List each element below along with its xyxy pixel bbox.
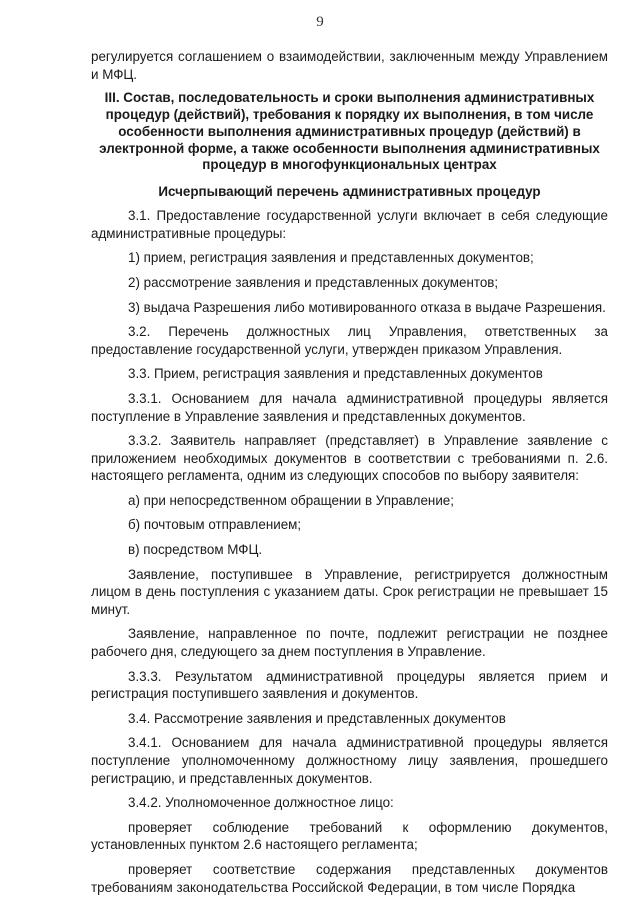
list-item: 2) рассмотрение заявления и представленных документов;: [128, 274, 499, 290]
list-item: а) при непосредственном обращении в Управление;: [128, 492, 454, 508]
paragraph: 3.2. Перечень должностных лиц Управления, ответственных за предоставление государственной услуги, утвержден приказом Управления.: [91, 324, 608, 357]
paragraph: 3.4.2. Уполномоченное должностное лицо:: [128, 795, 394, 811]
paragraph: 3.4. Рассмотрение заявления и представленных документов: [128, 710, 506, 726]
list-item: в) посредством МФЦ.: [128, 542, 263, 558]
list-item: 1) прием, регистрация заявления и представленных документов;: [128, 250, 534, 266]
paragraph: 3.4.1. Основанием для начала административной процедуры является поступление уполномоченному должностному лицу заявления, прошедшего регистрацию, и представленных документов.: [91, 735, 608, 786]
paragraph: 3.3.2. Заявитель направляет (представляет) в Управление заявление с приложением необходимых документов в соответствии с требованиями п. 2.6. настоящего регламента, одним из следующих способов по выбору заявителя:: [91, 433, 608, 484]
section-heading: III. Состав, последовательность и сроки выполнения административных процедур (действий), требования к порядку их выполнения, в том числе особенности выполнения административных процедур (действий) в электронной форме, а также особенности выполнения административных процедур в многофункциональных центрах: [99, 90, 600, 173]
paragraph: 3.1. Предоставление государственной услуги включает в себя следующие административные процедуры:: [91, 208, 608, 241]
paragraph: 3.3.3. Результатом административной процедуры является прием и регистрация поступившего заявления и документов.: [91, 668, 608, 702]
paragraph: проверяет соблюдение требований к оформлению документов, установленных пунктом 2.6 настоящего регламента;: [91, 819, 608, 853]
paragraph: 3.3. Прием, регистрация заявления и представленных документов: [128, 366, 543, 382]
paragraph: Заявление, поступившее в Управление, регистрируется должностным лицом в день поступления с указанием даты. Срок регистрации не превышает 15 минут.: [91, 566, 608, 617]
paragraph: регулируется соглашением о взаимодействии, заключенным между Управлением и МФЦ.: [91, 49, 608, 82]
subsection-heading: Исчерпывающий перечень административных процедур: [158, 184, 541, 200]
page-number: 9: [316, 14, 324, 30]
paragraph: проверяет соответствие содержания представленных документов требованиям законодательства Российской Федерации, в том числе Порядка: [91, 861, 608, 895]
paragraph: 3.3.1. Основанием для начала административной процедуры является поступление в Управление заявления и представленных документов.: [91, 390, 608, 424]
document-body: [91, 48, 608, 903]
list-item: б) почтовым отправлением;: [128, 517, 302, 533]
paragraph: Заявление, направленное по почте, подлежит регистрации не позднее рабочего дня, следующего за днем поступления в Управление.: [91, 626, 608, 660]
list-item: 3) выдача Разрешения либо мотивированного отказа в выдаче Разрешения.: [128, 299, 606, 315]
